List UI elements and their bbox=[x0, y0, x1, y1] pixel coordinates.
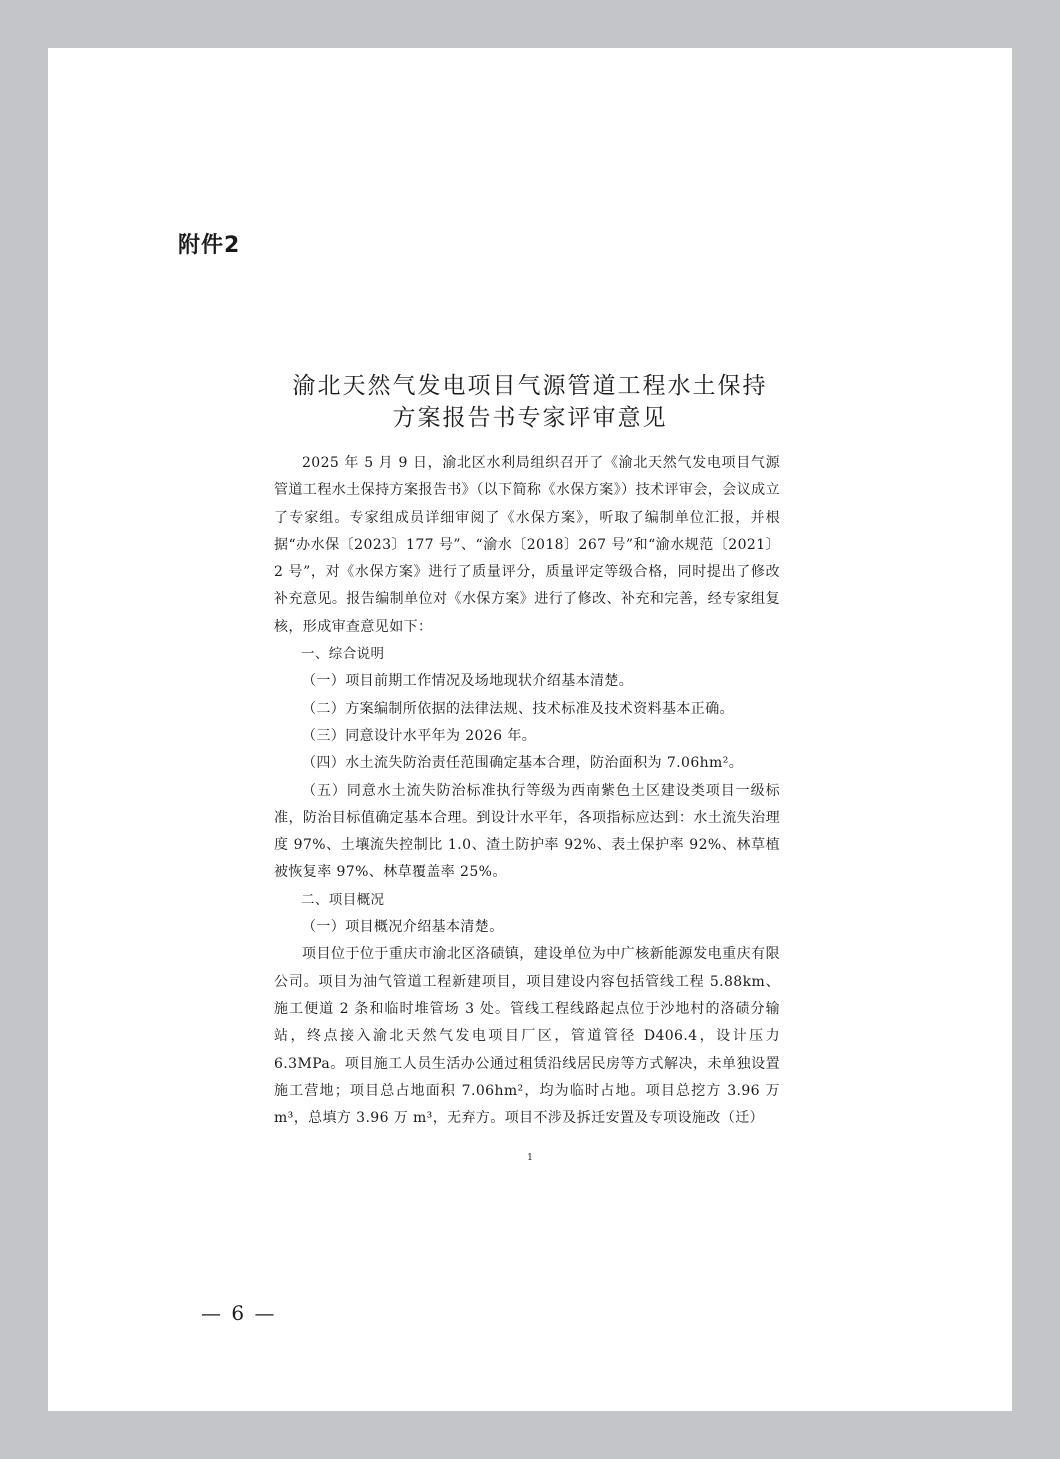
list-item: （三）同意设计水平年为 2026 年。 bbox=[302, 727, 537, 744]
footer-page-number: — 6 — bbox=[201, 1301, 277, 1325]
list-item: （一）项目前期工作情况及场地现状介绍基本清楚。 bbox=[302, 673, 634, 690]
document-body bbox=[274, 450, 780, 1132]
list-item: （二）方案编制所依据的法律法规、技术标准及技术资料基本正确。 bbox=[302, 700, 734, 717]
project-paragraph: 项目位于位于重庆市渝北区洛碛镇，建设单位为中广核新能源发电重庆有限公司。项目为油气管道工程新建项目，项目建设内容包括管线工程 5.88km、施工便道 2 条和临时堆管场 3 处。管线工程线路起点位于沙地村的洛碛分输站，终点接入渝北天然气发电项目厂区，管道管径 D406.4，设计压力 6.3MPa。项目施工人员生活办公通过租赁沿线居民房等方式解决，未单独设置施工营地；项目总占地面积 7.06hm²，均为临时占地。项目总挖方 3.96 万 m³，总填方 3.96 万 m³，无弃方。项目不涉及拆迁安置及专项设施改（迁） bbox=[274, 946, 780, 1127]
section-heading-1: 一、综合说明 bbox=[301, 646, 385, 663]
list-item: （一）项目概况介绍基本清楚。 bbox=[302, 919, 504, 936]
title-line-1: 渝北天然气发电项目气源管道工程水土保持 bbox=[292, 373, 768, 399]
attachment-label: 附件2 bbox=[178, 233, 241, 258]
section-heading-2: 二、项目概况 bbox=[301, 891, 385, 908]
intro-paragraph: 2025 年 5 月 9 日，渝北区水利局组织召开了《渝北天然气发电项目气源管道工程水土保持方案报告书》（以下简称《水保方案》）技术评审会，会议成立了专家组。专家组成员详细审阅了《水保方案》，听取了编制单位汇报，并根据“办水保〔2023〕177 号”、“渝水〔2018〕267 号”和“渝水规范〔2021〕2 号”，对《水保方案》进行了质量评分，质量评定等级合格，同时提出了修改补充意见。报告编制单位对《水保方案》进行了修改、补充和完善，经专家组复核，形成审查意见如下： bbox=[274, 455, 780, 635]
title-line-2: 方案报告书专家评审意见 bbox=[392, 405, 668, 431]
inner-page-number: 1 bbox=[527, 1153, 533, 1163]
document-page bbox=[48, 48, 1012, 1411]
list-item: （四）水土流失防治责任范围确定基本合理，防治面积为 7.06hm²。 bbox=[302, 755, 744, 772]
list-item: （五）同意水土流失防治标准执行等级为西南紫色土区建设类项目一级标准，防治目标值确定基本合理。到设计水平年，各项指标应达到：水土流失治理度 97%、土壤流失控制比 1.0、渣土防护率 92%、表土保护率 92%、林草植被恢复率 97%、林草覆盖率 25%。 bbox=[274, 782, 780, 881]
document-title bbox=[48, 370, 1012, 434]
